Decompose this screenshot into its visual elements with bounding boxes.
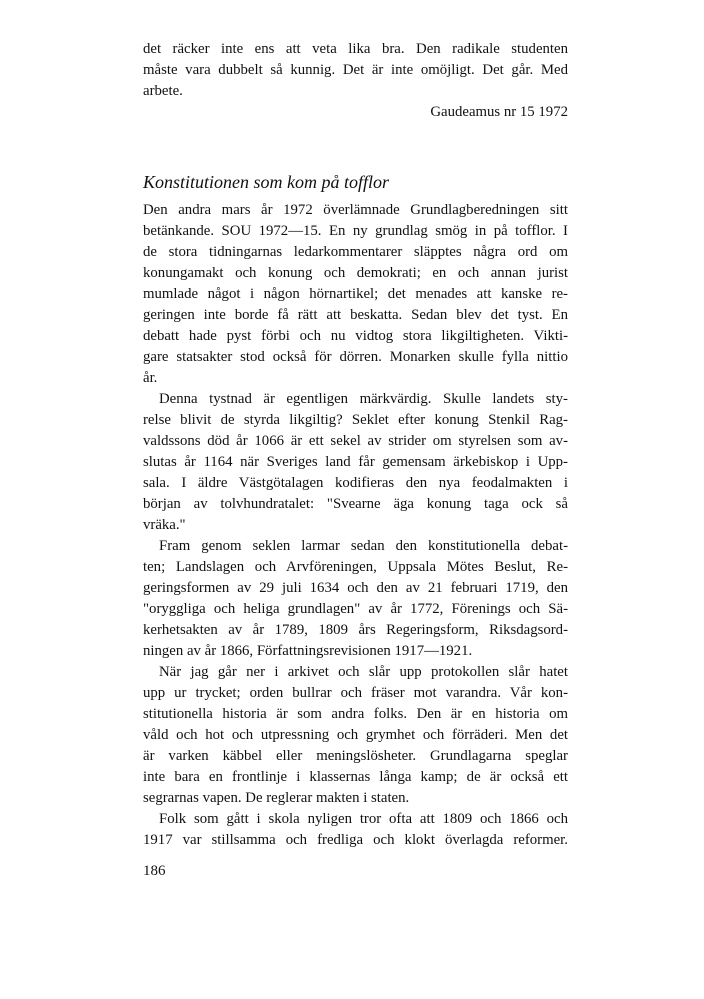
preceding-text-line: måste vara dubbelt så kunnig. Det är inte omöjligt. Det går. Med — [143, 62, 568, 78]
body-text-line: geringsformen av 29 juli 1634 och den av 21 februari 1719, den — [143, 580, 568, 596]
body-text-line: segrarnas vapen. De reglerar makten i staten. — [143, 790, 410, 806]
body-text-line: år. — [143, 370, 158, 386]
body-text-line: slutas år 1164 när Sveriges land får gemensam ärkebiskop i Upp- — [143, 454, 568, 470]
body-text-line: betänkande. SOU 1972—15. En ny grundlag smög in på tofflor. I — [143, 223, 568, 239]
body-text-line: Folk som gått i skola nyligen tror ofta att 1809 och 1866 och — [159, 811, 568, 827]
body-text-line: de stora tidningarnas ledarkommentarer släpptes några ord om — [143, 244, 568, 260]
body-text-line: debatt hade pyst förbi och nu vidtog stora likgiltigheten. Vikti- — [143, 328, 568, 344]
body-text-line: Denna tystnad är egentligen märkvärdig. Skulle landets sty- — [159, 391, 568, 407]
page-number: 186 — [143, 863, 166, 879]
body-text-line: ten; Landslagen och Arvföreningen, Uppsala Mötes Beslut, Re- — [143, 559, 568, 575]
body-text-line: mumlade något i någon hörnartikel; det menades att kanske re- — [143, 286, 568, 302]
body-text-line: relse blivit de styrda likgiltig? Seklet efter konung Stenkil Rag- — [143, 412, 568, 428]
body-text-line: är varken käbbel eller meningslösheter. Grundlagarna speglar — [143, 748, 568, 764]
body-text-line: 1917 var stillsamma och fredliga och klokt överlagda reformer. — [143, 832, 568, 848]
body-text-line: sala. I äldre Västgötalagen kodifieras den nya feodalmakten i — [143, 475, 568, 491]
body-text-line: geringen inte borde få rätt att beskatta. Sedan blev det tyst. En — [143, 307, 568, 323]
body-text-line: upp ur trycket; orden bullrar och fräser mot varandra. Vår kon- — [143, 685, 568, 701]
body-text-line: början av tolvhundratalet: "Svearne äga konung taga ock så — [143, 496, 568, 512]
preceding-text-line: arbete. — [143, 83, 183, 99]
body-text-line: Den andra mars år 1972 överlämnade Grundlagberedningen sitt — [143, 202, 568, 218]
body-text-line: När jag går ner i arkivet och slår upp protokollen slår hatet — [159, 664, 568, 680]
body-text-line: Fram genom seklen larmar sedan den konstitutionella debat- — [159, 538, 568, 554]
body-text-line: inte bara en frontlinje i klassernas långa kamp; de är också ett — [143, 769, 568, 785]
body-text-line: gare statsakter stod också för dörren. Monarken skulle fylla nittio — [143, 349, 568, 365]
body-text-line: vräka." — [143, 517, 186, 533]
body-text-line: valdssons död år 1066 är ett sekel av strider om styrelsen som av- — [143, 433, 568, 449]
article-title: Konstitutionen som kom på tofflor — [143, 172, 390, 192]
body-text-line: ningen av år 1866, Författningsrevisionen 1917—1921. — [143, 643, 473, 659]
preceding-text-line: det räcker inte ens att veta lika bra. Den radikale studenten — [143, 41, 568, 57]
source-citation: Gaudeamus nr 15 1972 — [430, 104, 568, 120]
body-text-line: stitutionella historia är som andra folks. Den är en historia om — [143, 706, 568, 722]
body-text-line: konungamakt och konung och demokrati; en och annan jurist — [143, 265, 568, 281]
body-text-line: "oryggliga och heliga grundlagen" av år 1772, Förenings och Sä- — [143, 601, 568, 617]
body-text-line: kerhetsakten av år 1789, 1809 års Regeringsform, Riksdagsord- — [143, 622, 568, 638]
body-text-line: våld och hot och utpressning och grymhet och förräderi. Men det — [143, 727, 568, 743]
